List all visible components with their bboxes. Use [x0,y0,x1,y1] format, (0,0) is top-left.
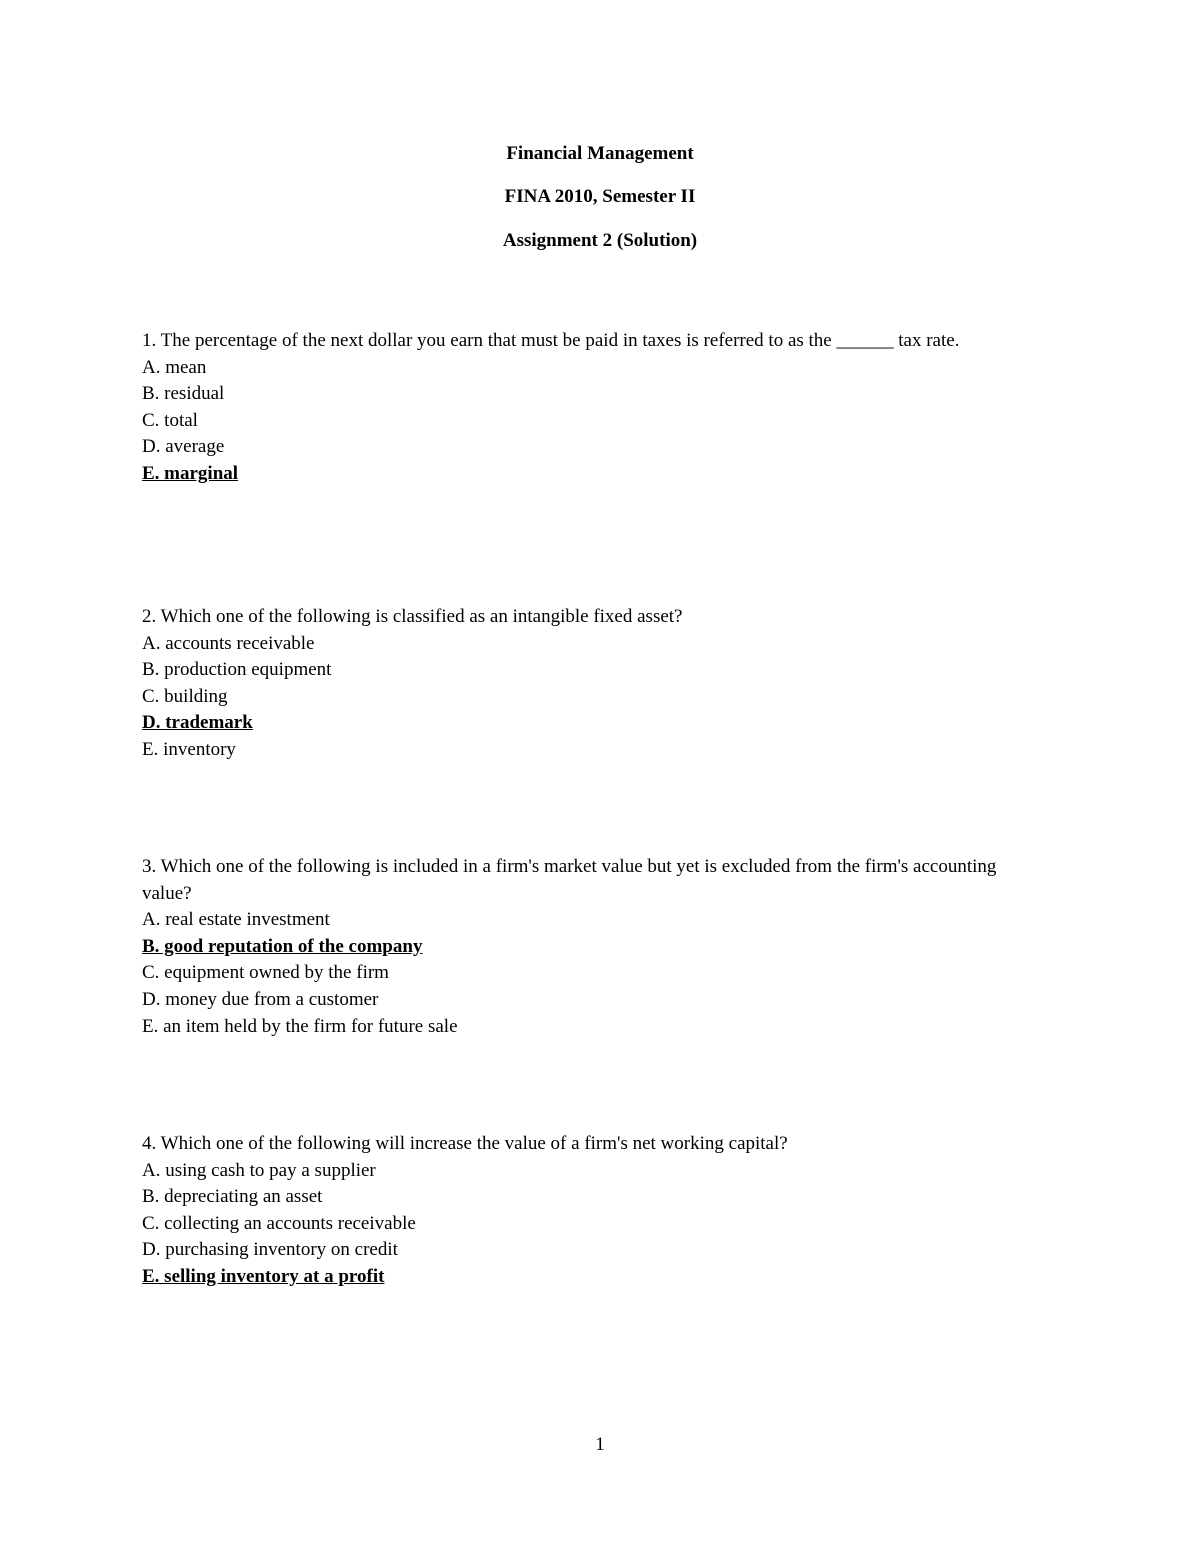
option-c: C. total [142,409,198,431]
option-a: A. real estate investment [142,909,330,931]
question-3 [142,854,1042,1040]
option-e: E. an item held by the firm for future sale [142,1015,458,1037]
option-c: C. collecting an accounts receivable [142,1212,416,1234]
option-c: C. building [142,685,228,707]
course-label: FINA 2010, Semester II [504,186,696,207]
option-d: D. purchasing inventory on credit [142,1239,398,1261]
question-1 [142,328,1042,488]
question-4 [142,1131,1042,1291]
assignment-label: Assignment 2 (Solution) [502,230,698,251]
document-title: Financial Management [506,143,694,164]
option-d: D. money due from a customer [142,988,379,1010]
option-a: A. accounts receivable [142,632,315,654]
question-stem: 1. The percentage of the next dollar you earn that must be paid in taxes is referred to as the ______ tax rate. [142,330,960,351]
option-e-correct-answer: E. marginal [142,462,239,484]
option-a: A. mean [142,356,207,378]
question-stem: 3. Which one of the following is included in a firm's market value but yet is excluded from the firm's accounting value? [142,856,997,904]
option-b-correct-answer: B. good reputation of the company [142,935,423,957]
option-d: D. average [142,436,225,458]
option-b: B. production equipment [142,659,332,681]
option-c: C. equipment owned by the firm [142,962,389,984]
option-d-correct-answer: D. trademark [142,712,253,734]
option-a: A. using cash to pay a supplier [142,1159,376,1181]
option-e: E. inventory [142,738,236,760]
question-stem: 4. Which one of the following will increase the value of a firm's net working capital? [142,1133,788,1154]
option-e-correct-answer: E. selling inventory at a profit [142,1265,385,1287]
option-b: B. depreciating an asset [142,1186,323,1208]
question-stem: 2. Which one of the following is classified as an intangible fixed asset? [142,606,683,627]
option-b: B. residual [142,383,225,405]
question-2 [142,604,1042,764]
page-number: 1 [595,1434,605,1455]
